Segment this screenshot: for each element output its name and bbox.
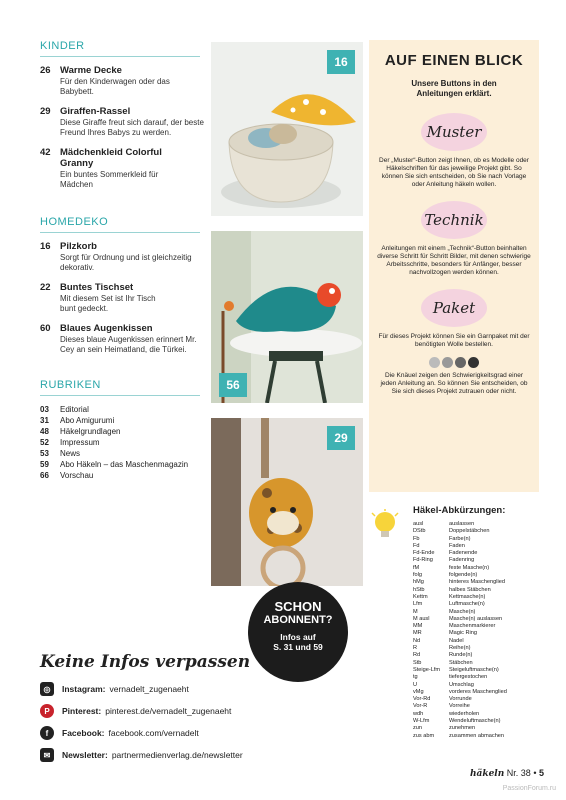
rubrik-page: 66 [40,471,49,480]
abbreviation-meaning: tiefergestochen [449,674,488,681]
abbreviation-key: Kettm [413,593,428,600]
abbreviation-row [413,733,543,740]
abbreviation-key: MM [413,623,423,630]
entry-desc: Für den Kinderwagen oder das Babybett. [60,77,170,96]
instagram-icon: ◎ [40,682,54,696]
abbreviation-row [413,579,543,586]
paket-button-icon: Paket [421,289,487,327]
page-footer [470,768,544,779]
newsletter-label: Newsletter: [62,750,108,760]
contents-entry[interactable] [40,65,205,97]
abbreviation-key: R [413,645,418,652]
abbreviation-row [413,689,543,696]
abbreviation-row [413,601,543,608]
abbreviation-meaning: Vorrunde [449,696,472,703]
abbreviation-meaning: Fadenring [449,557,475,564]
abbreviation-meaning: Maschenmarkierer [449,623,496,630]
entry-page: 60 [40,323,51,334]
abbreviation-meaning: Umschlag [449,681,474,688]
newsletter-link[interactable]: partnermedienverlag.de/newsletter [111,750,243,760]
yarn-ball-icon [429,357,440,368]
rubrik-item[interactable] [40,404,205,415]
contents-entry[interactable] [40,106,205,138]
entry-page: 26 [40,65,51,76]
facebook-icon: f [40,726,54,740]
footer-bullet: • [533,768,537,778]
entry-page: 16 [40,241,51,252]
page-badge: 16 [327,50,355,74]
abo-line4: S. 31 und 59 [273,642,323,652]
entry-desc: Sorgt für Ordnung und ist gleichzeitig dekorativ. [60,253,192,272]
abbreviation-key: DStb [413,528,426,535]
photo-giraffe-rattle[interactable] [211,418,363,586]
contents-entry[interactable] [40,323,205,355]
issue-number: Nr. 38 [506,768,531,778]
abbreviation-row [413,521,543,528]
abbreviation-row [413,696,543,703]
entry-title: Pilzkorb [60,241,97,252]
abbreviation-row [413,623,543,630]
abbreviation-row [413,565,543,572]
abbreviation-key: Stb [413,659,422,666]
entry-page: 29 [40,106,51,117]
rubrik-item[interactable] [40,470,205,481]
abbreviations-section [369,505,541,739]
entry-page: 22 [40,282,51,293]
abbreviation-meaning: Stäbchen [449,659,473,666]
abbreviation-meaning: Kettmasche(n) [449,593,486,600]
abbreviation-key: fM [413,564,420,571]
abbreviation-meaning: Farbe(n) [449,535,471,542]
abbreviation-meaning: Fadenende [449,550,478,557]
difficulty-text: Die Knäuel zeigen den Schwierigkeitsgrad einer jeden Anleitung an. So können Sie entscheiden, ob Sie sich dieses Projekt zutrauen oder nicht. [380,372,528,395]
page-badge: 29 [327,426,355,450]
abbreviation-key: Rd [413,652,421,659]
abo-line1: SCHON [274,599,322,614]
abbreviation-row [413,616,543,623]
abbreviation-row [413,652,543,659]
abbreviation-key: Nd [413,637,421,644]
pinterest-icon: P [40,704,54,718]
abbreviation-row [413,711,543,718]
abbreviation-key: M ausl [413,615,430,622]
abbreviation-meaning: folgende(n) [449,572,478,579]
abbreviation-meaning: Steigeluftmasche(n) [449,666,499,673]
social-section [40,652,250,770]
magazine-brand: häkeln [469,769,505,779]
entry-title: Buntes Tischset [60,282,134,293]
rubrik-item[interactable] [40,437,205,448]
entry-title: Giraffen-Rassel [60,106,131,117]
abbreviation-row [413,703,543,710]
yarn-ball-icon [468,357,479,368]
abbreviation-row [413,638,543,645]
instagram-handle[interactable]: vernadelt_zugenaeht [109,684,189,694]
photo-mushroom-basket[interactable] [211,42,363,216]
abbreviation-row [413,725,543,732]
abbreviation-key: Fd-Ring [413,557,433,564]
technik-text: Anleitungen mit einem „Technik“-Button beinhalten diverse Schritt für Schritt Bilder, mit denen schwierige Arbeitsschritte, besonders für Anfänger, besser nachvollzogen werden können. [377,245,531,276]
section-heading-homedeko: HOMEDEKO [40,216,200,233]
rubrik-item[interactable] [40,426,205,437]
abbreviation-key: U [413,681,418,688]
abbreviation-key: folg [413,572,423,579]
abbreviations-list [413,521,543,740]
abbreviation-row [413,543,543,550]
abo-line2: ABONNENT? [263,614,333,626]
paket-text: Für dieses Projekt können Sie ein Garnpaket mit der benötigten Wolle bestellen. [378,333,530,348]
page-badge: 56 [219,373,247,397]
abbreviation-key: zus abm [413,732,435,739]
rubrik-page: 53 [40,449,49,458]
abbreviation-meaning: hinteres Maschenglied [449,579,505,586]
abbreviation-key: ausl [413,521,424,527]
abbreviation-meaning: Wendeluftmasche(n) [449,718,501,725]
abbreviation-row [413,660,543,667]
mail-icon: ✉ [40,748,54,762]
abbreviation-meaning: Doppelstäbchen [449,528,490,535]
pinterest-handle[interactable]: pinterest.de/vernadelt_zugenaeht [105,706,232,716]
abbreviation-meaning: Luftmasche(n) [449,601,485,608]
instagram-row[interactable] [40,682,250,696]
contents-entry[interactable] [40,241,205,273]
abbreviation-key: wdh [413,710,424,717]
entry-title: Warme Decke [60,65,122,76]
abbreviation-key: hStb [413,586,425,593]
rubrik-label: Editorial [60,405,89,414]
abbreviation-row [413,528,543,535]
newsletter-row[interactable] [40,748,250,762]
yarn-ball-icon [442,357,453,368]
abbreviation-key: Fd-Ende [413,550,435,557]
abbreviation-key: Lfm [413,601,423,608]
abbreviation-meaning: Magic Ring [449,630,477,637]
abbreviation-row [413,718,543,725]
panel-title: AUF EINEN BLICK [384,52,524,69]
abbreviation-row [413,550,543,557]
entry-title: Blaues Augenkissen [60,323,153,334]
abbreviation-meaning: Masche(n) auslassen [449,615,503,622]
muster-button-icon: Muster [421,113,487,151]
panel-subtitle: Unsere Buttons in den Anleitungen erklärt. [411,79,497,98]
rubrik-item[interactable] [40,459,205,470]
difficulty-yarns [369,357,539,368]
section-heading-kinder: KINDER [40,40,200,57]
abbreviation-key: W-Lfm [413,718,430,725]
abbreviation-meaning: Runde(n) [449,652,473,659]
contents-entry[interactable] [40,282,205,314]
pinterest-row[interactable] [40,704,250,718]
facebook-handle[interactable]: facebook.com/vernadelt [108,728,199,738]
abbreviation-key: tg [413,674,418,681]
rubrik-page: 52 [40,438,49,447]
abbreviation-meaning: Vorreihe [449,703,470,710]
abbreviation-meaning: vorderes Maschenglied [449,688,507,695]
technik-button-icon: Technik [421,201,487,239]
facebook-row[interactable] [40,726,250,740]
entry-page: 42 [40,147,51,158]
abbreviation-meaning: auslassen [449,521,475,527]
rubrik-label: Impressum [60,438,100,447]
abbreviation-row [413,674,543,681]
abbreviation-meaning: zusammen abmachen [449,732,505,739]
rubrik-page: 59 [40,460,49,469]
entry-desc: Mit diesem Set ist Ihr Tisch bunt gedeckt. [60,294,156,313]
abbreviation-row [413,630,543,637]
abbreviation-meaning: wiederholen [449,710,480,717]
abbreviation-meaning: feste Masche(n) [449,564,490,571]
rubrik-label: News [60,449,81,458]
abbreviation-row [413,557,543,564]
lightbulb-icon [371,509,399,543]
abbreviation-key: Fd [413,542,420,549]
rubrik-page: 48 [40,427,49,436]
rubrik-label: Vorschau [60,471,94,480]
subscribe-badge[interactable] [248,582,348,682]
abbreviation-row [413,536,543,543]
abbreviation-key: hMg [413,579,424,586]
abbreviation-row [413,609,543,616]
contents-entry[interactable] [40,147,205,190]
contents-column [40,40,205,481]
instagram-label: Instagram: [62,684,106,694]
abbreviation-key: zun [413,725,423,732]
rubrik-item[interactable] [40,448,205,459]
abbreviation-row [413,667,543,674]
entry-desc: Diese Giraffe freut sich darauf, der beste Freund Ihres Babys zu werden. [60,118,204,137]
abbreviation-row [413,682,543,689]
abbreviation-meaning: Reihe(n) [449,645,471,652]
abbreviations-heading: Häkel-Abkürzungen: [413,505,506,516]
pinterest-label: Pinterest: [62,706,102,716]
rubrik-label: Abo Amigurumi [60,416,115,425]
abbreviation-meaning: zunehmen [449,725,476,732]
abbreviation-key: Vor-R [413,703,428,710]
abbreviation-meaning: Masche(n) [449,608,476,615]
rubrik-page: 03 [40,405,49,414]
abbreviation-key: vMg [413,688,424,695]
section-heading-rubriken: RUBRIKEN [40,379,200,396]
abbreviation-row [413,587,543,594]
social-heading: Keine Infos verpassen [40,652,251,672]
yarn-ball-icon [455,357,466,368]
entry-desc: Ein buntes Sommerkleid für Mädchen [60,170,159,189]
rubrik-item[interactable] [40,415,205,426]
entry-desc: Dieses blaue Augenkissen erinnert Mr. Cey an sein Heimatland, die Türkei. [60,335,197,354]
abbreviation-row [413,572,543,579]
abbreviation-key: Fb [413,535,420,542]
abbreviation-key: Vor-Rd [413,696,431,703]
abbreviation-row [413,645,543,652]
abbreviation-meaning: Nadel [449,637,464,644]
page-number: 5 [538,768,544,778]
abo-line3: Infos auf [280,632,316,642]
muster-text: Der „Muster“-Button zeigt Ihnen, ob es Modelle oder Häkelschriften für das jeweilige Projekt gibt. So können Sie sich entscheiden, ob Sie nach Vorlage oder Anleitung häkeln wollen. [379,157,529,188]
abbreviation-key: M [413,608,418,615]
photo-eye-pillow[interactable] [211,231,363,403]
facebook-label: Facebook: [62,728,105,738]
abbreviation-row [413,594,543,601]
abbreviation-key: Steige-Lfm [413,666,441,673]
abbreviation-key: MR [413,630,422,637]
watermark: PassionForum.ru [502,785,556,792]
rubrik-page: 31 [40,416,49,425]
entry-title: Mädchenkleid Colorful Granny [60,147,162,169]
rubrik-label: Abo Häkeln – das Maschenmagazin [60,460,189,469]
abbreviation-meaning: halbes Stäbchen [449,586,491,593]
rubrik-label: Häkelgrundlagen [60,427,121,436]
overview-panel [369,40,539,492]
abbreviation-meaning: Faden [449,542,465,549]
